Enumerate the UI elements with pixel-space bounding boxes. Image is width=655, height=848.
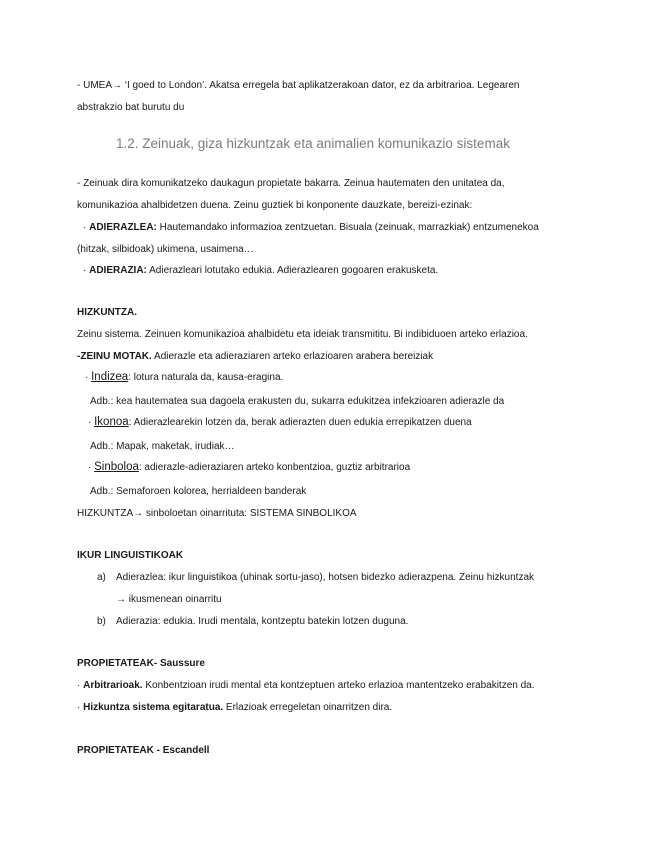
- zeinuak-line-2: komunikazioa ahalbidetzen duena. Zeinu guztiek bi konponente dauzkate, bereizi-ezinak:: [77, 200, 473, 211]
- hizkuntza-line-1: Zeinu sistema. Zeinuen komunikazioa ahalbidetu eta ideiak transmititu. Bi indibiduoen arteko erlazioa.: [77, 329, 528, 340]
- sistema-item: · Hizkuntza sistema egitaratua. Erlazioak erregeletan oinarritzen dira.: [77, 702, 393, 713]
- zeinu-motak-text: Adierazle eta adieraziaren arteko erlazioaren arabera bereiziak: [151, 351, 434, 362]
- adierazlea-item: · ADIERAZLEA: Hautemandako informazioa zentzuetan. Bisuala (zeinuak, marrazkiak) entzumenekoa: [83, 222, 539, 233]
- ikonoa-item: · Ikonoa: Adierazlearekin lotzen da, berak adierazten duen edukia errepikatzen duena: [88, 416, 472, 428]
- ikonoa-example: Adb.: Mapak, maketak, irudiak…: [90, 441, 235, 452]
- saussure-title: PROPIETATEAK- Saussure: [77, 658, 205, 669]
- indizea-text: : lotura naturala da, kausa-eragina.: [128, 372, 284, 383]
- adierazlea-term: ADIERAZLEA:: [89, 222, 157, 233]
- intro-line-2: abstrakzio bat burutu du: [77, 102, 185, 113]
- indizea-item: · Indizea: lotura naturala da, kausa-eragina.: [85, 371, 284, 383]
- ikur-a-line-2: → ikusmenean oinarritu: [116, 594, 222, 605]
- indizea-example: Adb.: kea hautematea sua dagoela erakusten du, sukarra edukitzea infekzioaren adierazle da: [90, 396, 505, 407]
- ikur-b-line-1: Adierazia: edukia. Irudi mentala, kontzeptu batekin lotzen duguna.: [116, 616, 409, 627]
- escandell-title: PROPIETATEAK - Escandell: [77, 745, 210, 756]
- sinboloa-text: : adierazle-adieraziaren arteko konbentzioa, guztiz arbitrarioa: [138, 462, 411, 473]
- adierazia-item: · ADIERAZIA: Adierazleari lotutako edukia. Adierazlearen gogoaren erakusketa.: [83, 265, 439, 276]
- ikur-title: IKUR LINGUISTIKOAK: [77, 550, 184, 561]
- ikonoa-text: : Adierazlearekin lotzen da, berak adierazten duen edukia errepikatzen duena: [128, 417, 472, 428]
- zeinu-motak-term: -ZEINU MOTAK.: [77, 351, 152, 362]
- adierazia-term: ADIERAZIA:: [89, 265, 147, 276]
- arbitrarioak-term: Arbitrarioak.: [83, 680, 143, 691]
- ikur-a-line-1: Adierazlea: ikur linguistikoa (uhinak sortu-jaso), hotsen bidezko adierazpena. Zeinu hizkuntzak: [116, 572, 535, 583]
- arbitrarioak-item: · Arbitrarioak. Konbentzioan irudi mental eta kontzeptuen arteko erlazioa mantentzeko erabakitzen da.: [77, 680, 535, 691]
- adierazlea-cont: (hitzak, silbidoak) ukimena, usaimena…: [77, 244, 254, 255]
- ikonoa-term: Ikonoa: [94, 416, 129, 428]
- sistema-term: Hizkuntza sistema egitaratua.: [83, 702, 224, 713]
- ikur-a-label: a): [97, 572, 106, 583]
- section-heading: 1.2. Zeinuak, giza hizkuntzak eta animalien komunikazio sistemak: [116, 136, 510, 151]
- sinboloa-item: · Sinboloa: adierazle-adieraziaren arteko konbentzioa, guztiz arbitrarioa: [88, 461, 411, 473]
- zeinu-motak: [77, 350, 433, 363]
- sinboloa-example: Adb.: Semaforoen kolorea, herrialdeen banderak: [90, 486, 307, 497]
- ikur-b-label: b): [97, 616, 106, 627]
- intro-line-1: - UMEA→ ‘I goed to London’. Akatsa erregela bat aplikatzerakoan dator, ez da arbitrarioa. Legearen: [77, 80, 520, 91]
- adierazia-text: Adierazleari lotutako edukia. Adierazlearen gogoaren erakusketa.: [146, 265, 439, 276]
- arbitrarioak-text: Konbentzioan irudi mental eta kontzeptuen arteko erlazioa mantentzeko erabakitzen da.: [142, 680, 535, 691]
- hizkuntza-conclusion: HIZKUNTZA→ sinboloetan oinarrituta: SISTEMA SINBOLIKOA: [77, 508, 357, 519]
- adierazlea-text: Hautemandako informazioa zentzuetan. Bisuala (zeinuak, marrazkiak) entzumenekoa: [156, 222, 539, 233]
- zeinuak-line-1: - Zeinuak dira komunikatzeko daukagun propietate bakarra. Zeinua hautematen den unitatea da,: [77, 178, 505, 189]
- hizkuntza-title: HIZKUNTZA.: [77, 307, 137, 318]
- indizea-term: Indizea: [91, 371, 129, 383]
- sistema-text: Erlazioak erregeletan oinarritzen dira.: [223, 702, 393, 713]
- sinboloa-term: Sinboloa: [94, 461, 139, 473]
